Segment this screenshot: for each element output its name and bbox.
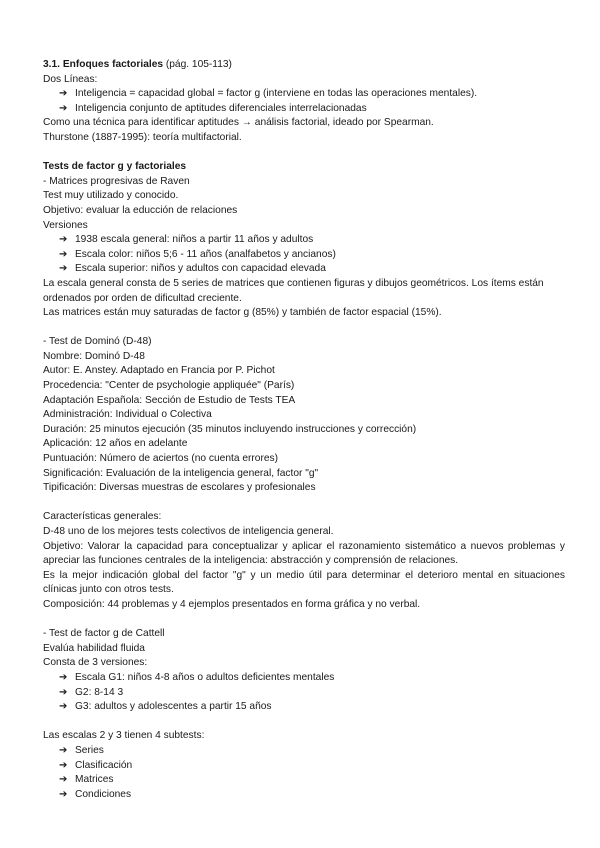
raven-heading: - Matrices progresivas de Raven	[43, 175, 190, 187]
raven-versions-list	[43, 233, 565, 277]
cattell-heading: - Test de factor g de Cattell	[43, 628, 165, 640]
list-item: ➔ Inteligencia = capacidad global = factor g (interviene en todas las operaciones mentales).	[59, 87, 565, 102]
subsection-title: Tests de factor g y factoriales	[43, 161, 187, 173]
paragraph: Las matrices están muy saturadas de factor g (85%) y también de factor espacial (15%).	[43, 307, 442, 319]
list-item: ➔ Series	[59, 744, 565, 759]
domino-field: Duración: 25 minutos ejecución (35 minutos incluyendo instrucciones y corrección)	[43, 423, 417, 435]
arrow-bullet-icon: ➔	[59, 102, 68, 114]
domino-field: Procedencia: "Center de psychologie appliquée" (París)	[43, 380, 295, 392]
arrow-bullet-icon: ➔	[59, 248, 68, 260]
paragraph: Consta de 3 versiones:	[43, 657, 148, 669]
list-item: ➔ Condiciones	[59, 788, 565, 803]
paragraph: Objetivo: Valorar la capacidad para conceptualizar y aplicar el razonamiento sistemático a nuevos problemas y apreciar las funciones centrales de la inteligencia: abstracción y comprensión de relaciones.	[43, 540, 565, 567]
subtests-heading: Las escalas 2 y 3 tienen 4 subtests:	[43, 730, 205, 742]
cattell-versions-list	[43, 671, 565, 715]
arrow-bullet-icon: ➔	[59, 671, 68, 683]
paragraph: Test muy utilizado y conocido.	[43, 190, 179, 202]
arrow-bullet-icon: ➔	[59, 759, 68, 771]
list-item: ➔ Matrices	[59, 773, 565, 788]
list-item: ➔ G3: adultos y adolescentes a partir 15 años	[59, 700, 565, 715]
domino-field: Administración: Individual o Colectiva	[43, 409, 212, 421]
paragraph: Versiones	[43, 219, 88, 231]
list-item: ➔ G2: 8-14 3	[59, 686, 565, 701]
list-item: ➔ Escala G1: niños 4-8 años o adultos deficientes mentales	[59, 671, 565, 686]
list-item: ➔ Inteligencia conjunto de aptitudes diferenciales interrelacionadas	[59, 102, 565, 117]
arrow-bullet-icon: ➔	[59, 701, 68, 713]
arrow-bullet-icon: ➔	[59, 744, 68, 756]
arrow-bullet-icon: ➔	[59, 774, 68, 786]
document-page	[43, 58, 565, 802]
list-item: ➔ 1938 escala general: niños a partir 11 años y adultos	[59, 233, 565, 248]
paragraph: Como una técnica para identificar aptitudes → análisis factorial, ideado por Spearman.	[43, 117, 434, 129]
list-item: ➔ Escala superior: niños y adultos con capacidad elevada	[59, 262, 565, 277]
paragraph: La escala general consta de 5 series de matrices que contienen figuras y dibujos geométricos. Los ítems están ordenados por orden de dificultad creciente.	[43, 277, 544, 304]
domino-field: Aplicación: 12 años en adelante	[43, 438, 188, 450]
domino-field: Puntuación: Número de aciertos (no cuenta errores)	[43, 453, 278, 465]
domino-field: Significación: Evaluación de la inteligencia general, factor "g"	[43, 467, 319, 479]
paragraph: D-48 uno de los mejores tests colectivos de inteligencia general.	[43, 526, 334, 537]
arrow-bullet-icon: ➔	[59, 234, 68, 246]
paragraph: Composición: 44 problemas y 4 ejemplos presentados en forma gráfica y no verbal.	[43, 598, 421, 610]
paragraph: Objetivo: evaluar la educción de relaciones	[43, 204, 238, 216]
section-title: 3.1. Enfoques factoriales (pág. 105-113)	[43, 59, 232, 70]
dos-lineas-label: Dos Líneas:	[43, 73, 98, 85]
arrow-bullet-icon: ➔	[59, 263, 68, 275]
list-item: ➔ Escala color: niños 5;6 - 11 años (analfabetos y ancianos)	[59, 248, 565, 263]
lineas-list	[43, 87, 565, 116]
characteristics-heading: Características generales:	[43, 511, 162, 523]
paragraph: Es la mejor indicación global del factor "g" y un medio útil para determinar el deterioro mental en situaciones clínicas junto con otros tests.	[43, 569, 565, 596]
domino-field: Tipificación: Diversas muestras de escolares y profesionales	[43, 482, 316, 494]
domino-field: Autor: E. Anstey. Adaptado en Francia por P. Pichot	[43, 365, 275, 377]
arrow-bullet-icon: ➔	[59, 788, 68, 800]
list-item: ➔ Clasificación	[59, 759, 565, 774]
arrow-bullet-icon: ➔	[59, 686, 68, 698]
arrow-bullet-icon: ➔	[59, 88, 68, 100]
paragraph: Thurstone (1887-1995): teoría multifactorial.	[43, 131, 242, 143]
domino-heading: - Test de Dominó (D-48)	[43, 336, 152, 348]
paragraph: Evalúa habilidad fluida	[43, 642, 145, 654]
domino-field: Adaptación Española: Sección de Estudio de Tests TEA	[43, 394, 296, 406]
domino-field: Nombre: Dominó D-48	[43, 350, 145, 362]
subtests-list	[43, 744, 565, 802]
